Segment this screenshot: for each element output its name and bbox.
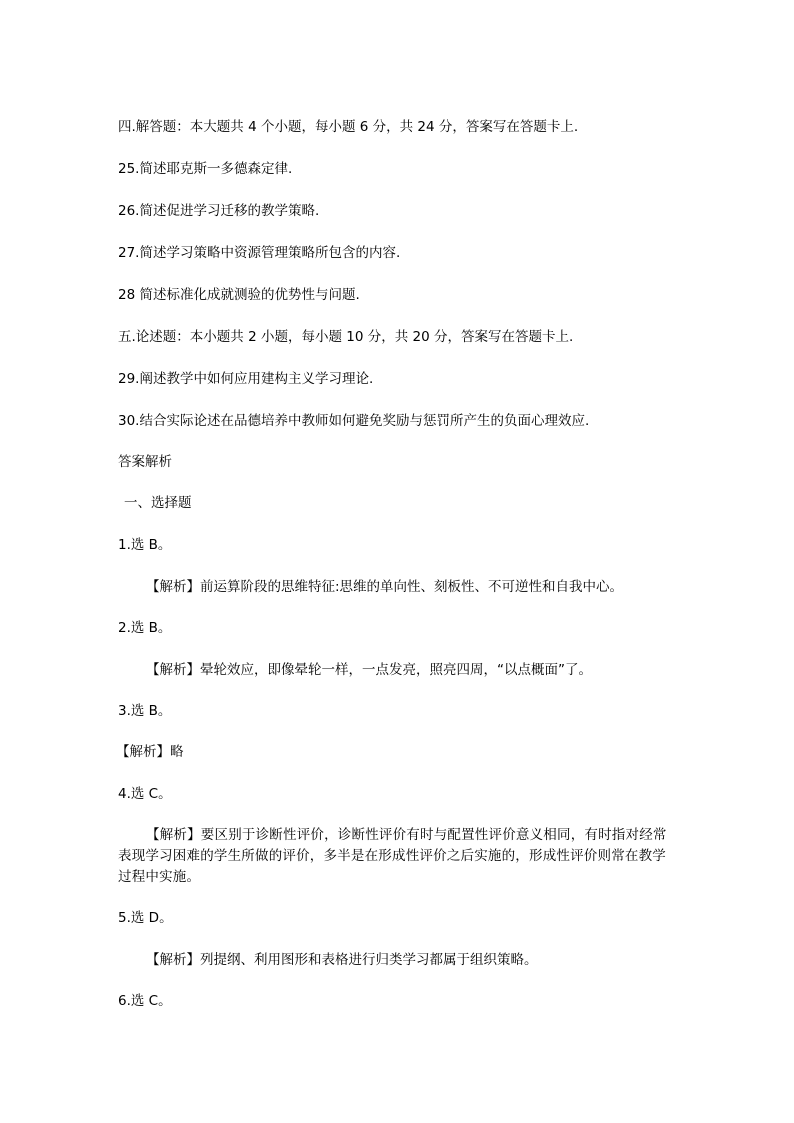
answer-analysis: 【解析】列提纲、利用图形和表格进行归类学习都属于组织策略。	[146, 952, 538, 968]
question: 27.简述学习策略中资源管理策略所包含的内容.	[118, 245, 401, 261]
answer-analysis: 【解析】要区别于诊断性评价，诊断性评价有时与配置性评价意义相同，有时指对经常表现学习困难的学生所做的评价，多半是在形成性评价之后实施的，形成性评价则常在教学过程中实施。	[118, 827, 667, 885]
answer-analysis: 【解析】前运算阶段的思维特征:思维的单向性、刻板性、不可逆性和自我中心。	[146, 579, 624, 595]
answer-choice: 3.选 B。	[118, 703, 172, 719]
answer-choice: 4.选 C。	[118, 786, 172, 802]
section-heading: 四.解答题：本大题共 4 个小题，每小题 6 分，共 24 分，答案写在答题卡上.	[118, 119, 579, 135]
section-heading: 五.论述题：本小题共 2 小题，每小题 10 分，共 20 分，答案写在答题卡上.	[118, 329, 574, 345]
question: 26.简述促进学习迁移的教学策略.	[118, 203, 320, 219]
part-title: 一、选择题	[124, 495, 192, 511]
answer-choice: 1.选 B。	[118, 537, 172, 553]
answer-choice: 2.选 B。	[118, 620, 172, 636]
answers-title: 答案解析	[118, 454, 172, 470]
answer-analysis: 【解析】略	[116, 744, 184, 760]
question: 30.结合实际论述在品德培养中教师如何避免奖励与惩罚所产生的负面心理效应.	[118, 413, 590, 429]
question: 28 简述标准化成就测验的优势性与问题.	[118, 287, 360, 303]
answer-choice: 6.选 C。	[118, 993, 172, 1009]
question: 29.阐述教学中如何应用建构主义学习理论.	[118, 371, 374, 387]
answer-choice: 5.选 D。	[118, 910, 173, 926]
question: 25.简述耶克斯一多德森定律.	[118, 161, 293, 177]
answer-analysis: 【解析】晕轮效应，即像晕轮一样，一点发亮，照亮四周，“以点概面”了。	[146, 662, 592, 678]
